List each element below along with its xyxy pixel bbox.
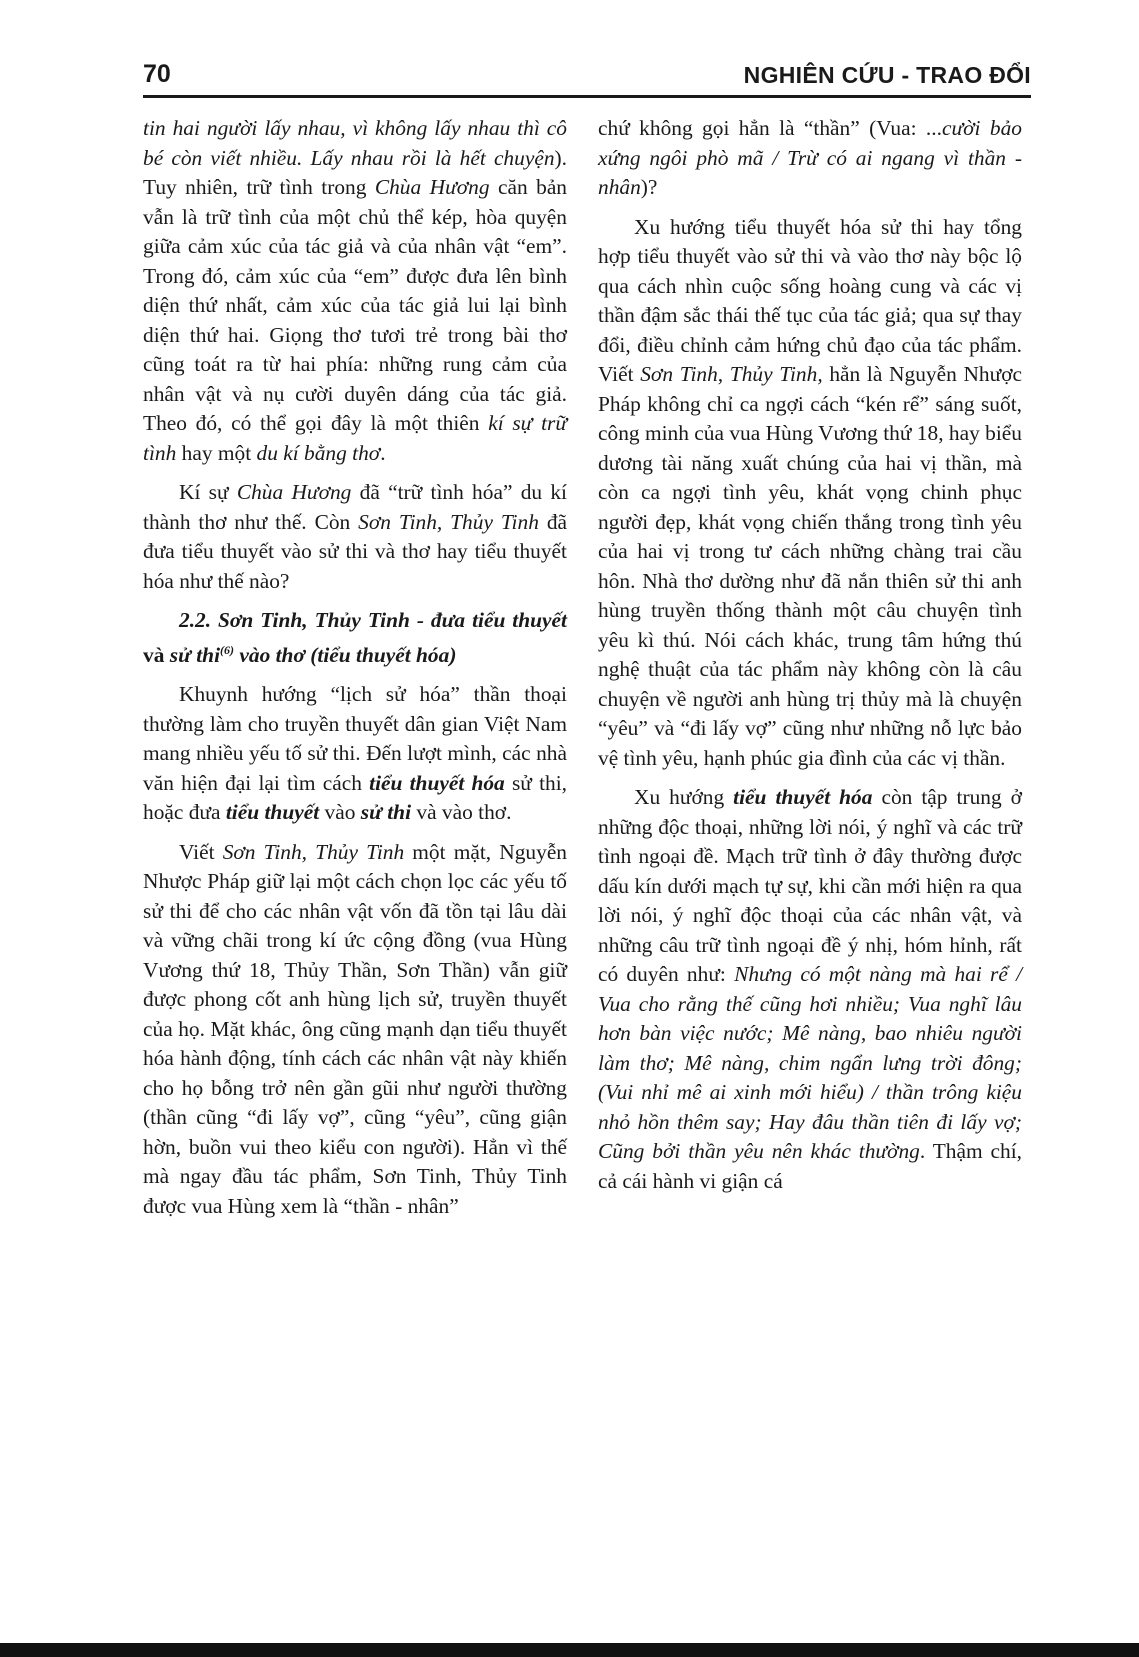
text: Xu hướng [634, 785, 734, 809]
text: Kí sự [179, 480, 237, 504]
bold-italic-text: tiểu thuyết hóa [733, 785, 873, 809]
italic-text: Chùa Hương [374, 175, 490, 199]
right-column [598, 114, 1022, 1206]
paragraph [598, 783, 1022, 1196]
paragraph [143, 680, 567, 828]
text: sử thi [169, 642, 221, 667]
text: vào [319, 800, 361, 825]
italic-text: cười bảo xứng ngôi phò mã / Trừ có ai ngang vì thần - nhân [598, 116, 1022, 199]
italic-text: Chùa Hương [236, 480, 352, 504]
paragraph [143, 478, 567, 596]
footnote-ref: (6) [220, 642, 235, 657]
left-column [143, 114, 567, 1231]
running-head: NGHIÊN CỨU - TRAO ĐỔI [743, 62, 1031, 88]
bold-italic-text: tiểu thuyết hóa [369, 770, 505, 795]
text: vào thơ (tiểu thuyết hóa) [234, 642, 457, 667]
italic-text: Sơn Tinh, Thủy Tinh, [640, 362, 823, 386]
text: . Thậm chí, cả cái hành vi giận cá [598, 1139, 1022, 1193]
section-heading [143, 606, 567, 670]
bold-italic-text: tiểu thuyết [225, 800, 320, 825]
text: căn bản vẫn là trữ tình của một chủ thể kép, hòa quyện giữa cảm xúc của tác giả và của nhân vật “em”. Trong đó, cảm xúc của “em” được đưa lên bình diện thứ nhất, cảm xúc của tác giả lui lại bình diện thứ hai. Giọng thơ tươi trẻ trong bài thơ cũng toát ra từ hai phía: những rung cảm của nhân vật và nụ cười duyên dáng của tác giả. Theo đó, có thể gọi đây là một thiên [143, 175, 568, 435]
header-rule [143, 95, 1031, 98]
text: ). Tuy nhiên, trữ tình trong [143, 145, 567, 199]
paragraph [598, 114, 1022, 203]
text: đã đưa tiểu thuyết vào sử thi và thơ hay tiểu thuyết hóa như thế nào? [143, 509, 568, 593]
text: một mặt, Nguyễn Nhược Pháp giữ lại một cách chọn lọc các yếu tố sử thi để cho các nhân vật vốn đã tồn tại lâu dài và vững chãi trong kí ức cộng đồng (vua Hùng Vương thứ 18, Thủy Thần, Sơn Thần) vẫn giữ được phong cốt anh hùng lịch sử, truyền thuyết của họ. Mặt khác, ông cũng mạnh dạn tiểu thuyết hóa hành động, tính cách các nhân vật này khiến cho họ bỗng trở nên gần gũi như người thường (thần cũng “đi lấy vợ”, cũng “yêu”, cũng giận hờn, buồn vui theo kiểu con người). Hẳn vì thế mà ngay đầu tác phẩm, Sơn Tinh, Thủy Tinh được vua Hùng xem là “thần - nhân” [143, 839, 568, 1218]
paragraph [143, 114, 567, 468]
italic-text: Sơn Tinh, Thủy Tinh [358, 509, 539, 534]
text: Xu hướng tiểu thuyết hóa sử thi hay tổng hợp tiểu thuyết vào sử thi và vào thơ này bộc lộ qua cách nhìn cuộc sống hoàng cung và các vị thần đậm sắc thái thế tục của tác giả; qua sự thay đổi, điều chỉnh cảm hứng chủ đạo của tác phẩm. Viết [598, 214, 1022, 386]
italic-text: du kí bằng thơ [256, 440, 381, 465]
text: . [380, 440, 386, 465]
italic-text: tin hai người lấy nhau, vì không lấy nhau thì cô bé còn viết nhiều. Lấy nhau rồi là hết chuyện [143, 116, 567, 170]
bold-italic-text: sử thi [360, 800, 412, 825]
text: )? [640, 175, 658, 199]
text: đã “trữ tình hóa” du kí thành thơ như thế. Còn [143, 480, 567, 534]
text: sử thi, hoặc đưa [143, 770, 568, 825]
text: chứ không gọi hẳn là “thần” (Vua: ... [598, 116, 942, 140]
scan-edge [0, 1643, 1139, 1657]
page-number: 70 [143, 60, 171, 88]
text: và [143, 642, 170, 667]
paragraph [598, 213, 1022, 774]
italic-text: Sơn Tinh, Thủy Tinh [222, 839, 405, 864]
text: và vào thơ. [411, 800, 512, 825]
text: còn tập trung ở những độc thoại, những lời nói, ý nghĩ và các trữ tình ngoại đề. Mạch trữ tình ở đây thường được dấu kín dưới mạch tự sự, khi cần mới hiện ra qua lời nói, ý nghĩ độc thoại của các nhân vật, và những câu trữ tình ngoại đề ý nhị, hóm hỉnh, rất có duyên như: [598, 785, 1022, 986]
paragraph [143, 838, 567, 1222]
text: Viết [179, 839, 223, 864]
text: Khuynh hướng “lịch sử hóa” thần thoại thường làm cho truyền thuyết dân gian Việt Nam mang nhiều yếu tố sử thi. Đến lượt mình, các nhà văn hiện đại lại tìm cách [143, 682, 567, 795]
italic-text: kí sự trữ tình [143, 411, 568, 465]
section-title: 2.2. Sơn Tinh, Thủy Tinh - [179, 608, 431, 632]
page-header [143, 56, 1031, 96]
italic-text: Nhưng có một nàng mà hai rể / Vua cho rằng thế cũng hơi nhiều; Vua nghĩ lâu hơn bàn việc nước; Mê nàng, bao nhiêu người làm thơ; Mê nàng, chim ngẩn lưng trời đông; (Vui nhỉ mê ai xinh mới hiểu) / thần trông kiệu nhỏ hồn thêm say; Hay đâu thần tiên đi lấy vợ; Cũng bởi thần yêu nên khác thường [598, 962, 1023, 1163]
text: đưa tiểu thuyết [430, 608, 567, 632]
text: hay một [176, 440, 257, 465]
text: hẳn là Nguyễn Nhược Pháp không chỉ ca ngợi cách “kén rể” sáng suốt, công minh của vua Hùng Vương thứ 18, hay biểu dương tài năng xuất chúng của hai vị thần, mà còn ca ngợi tình yêu, khát vọng chinh phục người đẹp, khát vọng chiến thắng trong tình yêu của hai vị trong tư cách những chàng trai cầu hôn. Nhà thơ dường như đã nắn thiên sử thi anh hùng truyền thống thành một câu chuyện tình yêu kì thú. Nói cách khác, trung tâm hứng thú nghệ thuật của tác phẩm này không còn là câu chuyện về người anh hùng trị thủy mà là chuyện “yêu” và “đi lấy vợ” cũng như những nỗ lực bảo vệ tình yêu, hạnh phúc gia đình của các vị thần. [598, 362, 1022, 770]
